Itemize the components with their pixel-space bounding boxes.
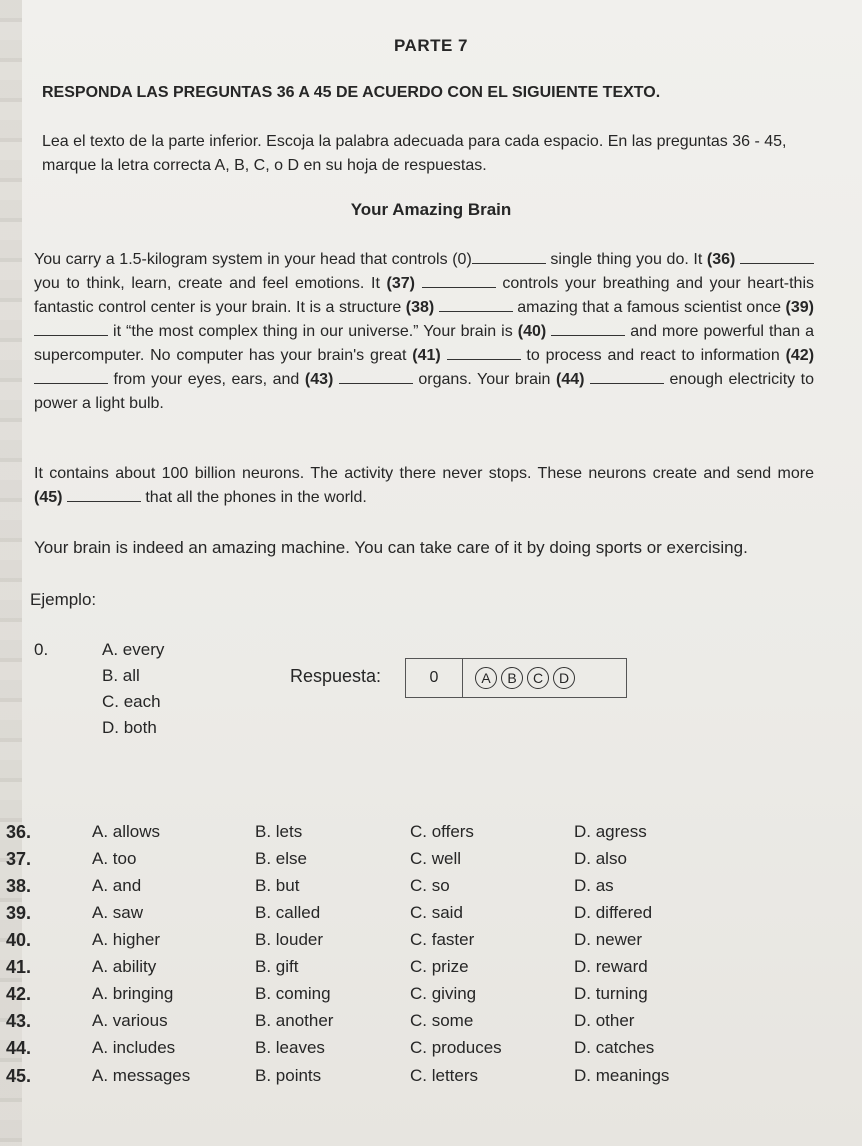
question-option-c: C. faster (410, 930, 475, 949)
question-option-d: D. catches (574, 1038, 655, 1057)
question-option-b: B. another (255, 1011, 334, 1030)
answer-blank (34, 369, 108, 384)
example-heading: Ejemplo: (30, 590, 97, 609)
text-run: amazing that a famous scientist once (512, 299, 786, 316)
text-run: to process and react to information (520, 347, 786, 364)
reading-paragraph-3: Your brain is indeed an amazing machine. You can take care of it by doing sports or exercising. (34, 538, 748, 557)
answer-sheet-example (405, 658, 627, 698)
question-number: 45. (6, 1066, 32, 1086)
gap-number: (0) (452, 251, 472, 268)
question-option-b: B. louder (255, 930, 324, 949)
question-option-d: D. newer (574, 930, 643, 949)
question-number: 40. (6, 930, 32, 950)
gap-number: (40) (517, 323, 547, 340)
example-option-a: A. every (102, 640, 165, 659)
question-option-a: A. allows (92, 822, 161, 841)
question-option-a: A. messages (92, 1066, 191, 1085)
question-option-c: C. so (410, 876, 450, 895)
text-run: It contains about 100 billion neurons. The activity there never stops. These neurons create and send more (34, 465, 814, 482)
answer-bubbles (475, 667, 579, 689)
question-option-c: C. produces (410, 1038, 502, 1057)
text-run: enough electricity to power a light bulb. (34, 371, 815, 412)
answer-blank (590, 369, 664, 384)
question-option-c: C. giving (410, 984, 477, 1003)
answer-blank (422, 273, 496, 288)
question-option-d: D. meanings (574, 1066, 670, 1085)
text-run: single thing you do. It (545, 251, 707, 268)
question-option-d: D. agress (574, 822, 647, 841)
reading-paragraph-2 (34, 462, 814, 510)
instruction-heading: RESPONDA LAS PREGUNTAS 36 A 45 DE ACUERDO CON EL SIGUIENTE TEXTO. (42, 84, 661, 101)
question-option-d: D. also (574, 849, 627, 868)
answer-blank (740, 249, 814, 264)
answer-blank (34, 321, 108, 336)
bubble-a[interactable]: A (475, 667, 497, 689)
question-number: 37. (6, 849, 32, 869)
instruction-text: Lea el texto de la parte inferior. Escoja la palabra adecuada para cada espacio. En las preguntas 36 - 45, marque la letra correcta A, B, C, o D en su hoja de respuestas. (42, 133, 787, 174)
question-option-c: C. prize (410, 957, 469, 976)
answer-blank (439, 297, 513, 312)
answer-blank (339, 369, 413, 384)
question-option-a: A. saw (92, 903, 144, 922)
answer-blank (67, 487, 141, 502)
question-option-a: A. various (92, 1011, 168, 1030)
text-run: and more powerful than a supercomputer. No computer has your brain's great (34, 323, 815, 364)
gap-number: (41) (412, 347, 441, 364)
question-option-b: B. but (255, 876, 300, 895)
example-option-b: B. all (102, 666, 140, 685)
question-option-d: D. as (574, 876, 614, 895)
question-option-c: C. well (410, 849, 462, 868)
bubble-c[interactable]: C (527, 667, 549, 689)
gap-number: (39) (785, 299, 814, 316)
question-option-b: B. called (255, 903, 321, 922)
question-option-b: B. gift (255, 957, 299, 976)
answer-blank (472, 249, 546, 264)
question-option-b: B. points (255, 1066, 322, 1085)
gap-number: (44) (556, 371, 585, 388)
text-run: you to think, learn, create and feel emotions. It (34, 275, 387, 292)
question-number: 39. (6, 903, 32, 923)
question-option-a: A. too (92, 849, 137, 868)
gap-number: (43) (304, 371, 334, 388)
question-option-b: B. else (255, 849, 307, 868)
question-number: 43. (6, 1011, 32, 1031)
question-option-a: A. bringing (92, 984, 174, 1003)
bubble-b[interactable]: B (501, 667, 523, 689)
question-option-b: B. leaves (255, 1038, 325, 1057)
text-run: that all the phones in the world. (140, 489, 367, 506)
question-option-c: C. letters (410, 1066, 479, 1085)
answer-blank (551, 321, 625, 336)
gap-number: (42) (785, 347, 815, 364)
gap-number: (38) (405, 299, 435, 316)
question-number: 42. (6, 984, 32, 1004)
question-number: 41. (6, 957, 32, 977)
question-option-d: D. turning (574, 984, 648, 1003)
question-option-d: D. reward (574, 957, 648, 976)
bubble-d[interactable]: D (553, 667, 575, 689)
answer-blank (447, 345, 521, 360)
reading-title: Your Amazing Brain (350, 200, 512, 219)
question-option-d: D. other (574, 1011, 635, 1030)
example-number: 0. (34, 640, 49, 659)
text-run: from your eyes, ears, and (108, 371, 305, 388)
question-number: 36. (6, 822, 32, 842)
question-option-a: A. ability (92, 957, 157, 976)
question-option-c: C. said (410, 903, 463, 922)
gap-number: (36) (706, 251, 736, 268)
question-option-a: A. and (92, 876, 142, 895)
question-option-c: C. offers (410, 822, 474, 841)
question-number: 44. (6, 1038, 32, 1058)
text-run: controls your breathing and your heart-this fantastic control center is your brain. It is a structure (34, 275, 814, 316)
gap-number: (37) (386, 275, 415, 292)
gap-number: (45) (34, 489, 63, 506)
text-run: You carry a 1.5-kilogram system in your head that controls (34, 251, 453, 268)
text-run: organs. Your brain (412, 371, 556, 388)
question-option-b: B. coming (255, 984, 331, 1003)
example-option-c: C. each (102, 692, 161, 711)
reading-paragraph-1 (34, 248, 814, 416)
page-title: PARTE 7 (393, 36, 469, 55)
answer-label: Respuesta: (290, 666, 382, 686)
question-option-b: B. lets (255, 822, 303, 841)
example-option-d: D. both (102, 718, 157, 737)
text-run: it “the most complex thing in our universe.” Your brain is (108, 323, 518, 340)
question-option-a: A. includes (92, 1038, 176, 1057)
answer-number: 0 (406, 659, 463, 697)
question-option-a: A. higher (92, 930, 161, 949)
question-option-c: C. some (410, 1011, 474, 1030)
question-number: 38. (6, 876, 32, 896)
question-option-d: D. differed (574, 903, 653, 922)
